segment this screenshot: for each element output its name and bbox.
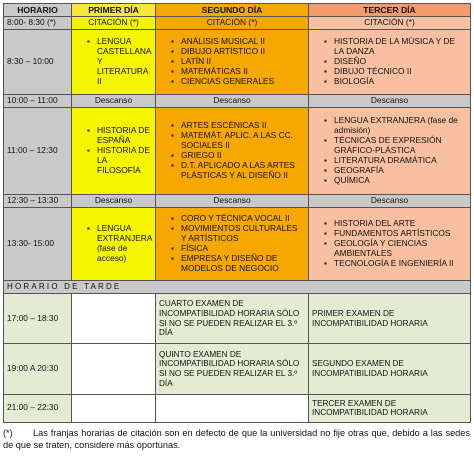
break-cell: Descanso — [309, 94, 471, 107]
break-cell: Descanso — [72, 94, 156, 107]
footnote-mark: (*) — [3, 428, 13, 438]
citacion-cell: CITACIÓN (*) — [309, 17, 471, 30]
subject-item: ▪ GEOGRAFÍA — [334, 166, 467, 176]
subject-item: ▪ LATÍN II — [181, 57, 305, 67]
subject-list-dia1 — [72, 30, 156, 94]
subject-list-dia2 — [156, 107, 309, 194]
subject-item: ▪ BIOLOGÍA — [334, 77, 467, 87]
break2-row — [4, 194, 471, 207]
empty-cell — [72, 344, 156, 394]
header-row — [4, 4, 471, 17]
subject-item: ▪ HISTORIA DEL ARTE — [334, 219, 467, 229]
block2-row — [4, 107, 471, 194]
empty-cell — [156, 394, 309, 422]
subject-item: ▪ MATEMÁT. APLIC. A LAS CC. SOCIALES II — [181, 131, 305, 151]
time-cell: 13:30- 15:00 — [4, 208, 72, 281]
subject-item: ▪ CORO Y TÉCNICA VOCAL II — [181, 214, 305, 224]
subject-list-dia3 — [309, 107, 471, 194]
empty-cell — [72, 394, 156, 422]
header-tercer-dia: TERCER DÍA — [309, 4, 471, 17]
subject-item: ▪ DISEÑO — [334, 57, 467, 67]
footnote — [3, 427, 470, 452]
subject-list-dia2 — [156, 30, 309, 94]
subject-list-dia1 — [72, 208, 156, 281]
break1-row — [4, 94, 471, 107]
header-segundo-dia: SEGUNDO DÍA — [156, 4, 309, 17]
subject-item: ▪ CIENCIAS GENERALES — [181, 77, 305, 87]
time-cell: 8:30 – 10:00 — [4, 30, 72, 94]
header-horario: HORARIO — [4, 4, 72, 17]
subject-item: ▪ MOVIMIENTOS CULTURALES Y ARTÍSTICOS — [181, 224, 305, 244]
exam-schedule-table — [3, 3, 471, 423]
subject-item: ▪ DIBUJO ARTÍSTICO II — [181, 47, 305, 57]
time-cell: 10:00 – 11:00 — [4, 94, 72, 107]
time-cell: 11:00 – 12:30 — [4, 107, 72, 194]
subject-item: ▪ HISTORIA DE LA MÚSICA Y DE LA DANZA — [334, 37, 467, 57]
subject-item: ▪ ARTES ESCÉNICAS II — [181, 121, 305, 131]
subject-item: ▪ LITERATURA DRAMÁTICA — [334, 156, 467, 166]
time-cell: 21:00 – 22:30 — [4, 394, 72, 422]
subject-item: ▪ LENGUA EXTRANJERA (fase de acceso) — [97, 224, 152, 264]
citacion-cell: CITACIÓN (*) — [156, 17, 309, 30]
subject-item: ▪ HISTORIA DE LA FILOSOFÍA — [97, 146, 152, 176]
citacion-row — [4, 17, 471, 30]
subject-list-dia3 — [309, 208, 471, 281]
subject-item: ▪ TÉCNICAS DE EXPRESIÓN GRÁFICO-PLÁSTICA — [334, 136, 467, 156]
break-cell: Descanso — [309, 194, 471, 207]
subject-item: ▪ EMPRESA Y DISEÑO DE MODELOS DE NEGOCIO — [181, 254, 305, 274]
block3-row — [4, 208, 471, 281]
subject-item: ▪ DIBUJO TÉCNICO II — [334, 67, 467, 77]
exam-cell-dia3: TERCER EXAMEN DE INCOMPATIBILIDAD HORARIA — [309, 394, 471, 422]
subject-item: ▪ QUÍMICA — [334, 176, 467, 186]
subject-item: ▪ HISTORIA DE ESPAÑA — [97, 126, 152, 146]
subject-list-dia2 — [156, 208, 309, 281]
subject-item: ▪ D.T. APLICADO A LAS ARTES PLÁSTICAS Y AL DISEÑO II — [181, 161, 305, 181]
subject-item: ▪ LENGUA CASTELLANA Y LITERATURA II — [97, 37, 152, 87]
break-cell: Descanso — [156, 194, 309, 207]
time-cell: 8:00- 8:30 (*) — [4, 17, 72, 30]
subject-item: ▪ TECNOLOGÍA E INGENIERÍA II — [334, 259, 467, 269]
subject-item: ▪ GEOLOGÍA Y CIENCIAS AMBIENTALES — [334, 239, 467, 259]
subject-item: ▪ FUNDAMENTOS ARTÍSTICOS — [334, 229, 467, 239]
exam-cell-dia2: QUINTO EXAMEN DE INCOMPATIBILIDAD HORARIA SÓLO SI NO SE PUEDEN REALIZAR EL 3.º DÍA — [156, 344, 309, 394]
exam-cell-dia2: CUARTO EXAMEN DE INCOMPATIBILIDAD HORARIA SÓLO SI NO SE PUEDEN REALIZAR EL 3.º DÍA — [156, 294, 309, 344]
break-cell: Descanso — [72, 194, 156, 207]
exam-cell-dia3: SEGUNDO EXAMEN DE INCOMPATIBILIDAD HORARIA — [309, 344, 471, 394]
block1-row — [4, 30, 471, 94]
citacion-cell: CITACIÓN (*) — [72, 17, 156, 30]
tarde-row-3 — [4, 394, 471, 422]
tarde-row-1 — [4, 294, 471, 344]
header-primer-dia: PRIMER DÍA — [72, 4, 156, 17]
subject-item: ▪ GRIEGO II — [181, 151, 305, 161]
tarde-row-2 — [4, 344, 471, 394]
exam-cell-dia3: PRIMER EXAMEN DE INCOMPATIBILIDAD HORARIA — [309, 294, 471, 344]
tarde-title-row — [4, 281, 471, 294]
subject-item: ▪ ANÁLISIS MUSICAL II — [181, 37, 305, 47]
horario-de-tarde-title: HORARIO DE TARDE — [4, 281, 471, 294]
break-cell: Descanso — [156, 94, 309, 107]
time-cell: 12:30 – 13:30 — [4, 194, 72, 207]
empty-cell — [72, 294, 156, 344]
subject-list-dia1 — [72, 107, 156, 194]
subject-list-dia3 — [309, 30, 471, 94]
subject-item: ▪ FÍSICA — [181, 244, 305, 254]
subject-item: ▪ MATEMÁTICAS II — [181, 67, 305, 77]
time-cell: 19:00 A 20:30 — [4, 344, 72, 394]
subject-item: ▪ LENGUA EXTRANJERA (fase de admisión) — [334, 116, 467, 136]
footnote-text: Las franjas horarias de citación son en defecto de que la universidad no fije otras que, debido a las sedes de que se traten, considere más oportunas. — [3, 428, 470, 451]
time-cell: 17:00 – 18:30 — [4, 294, 72, 344]
